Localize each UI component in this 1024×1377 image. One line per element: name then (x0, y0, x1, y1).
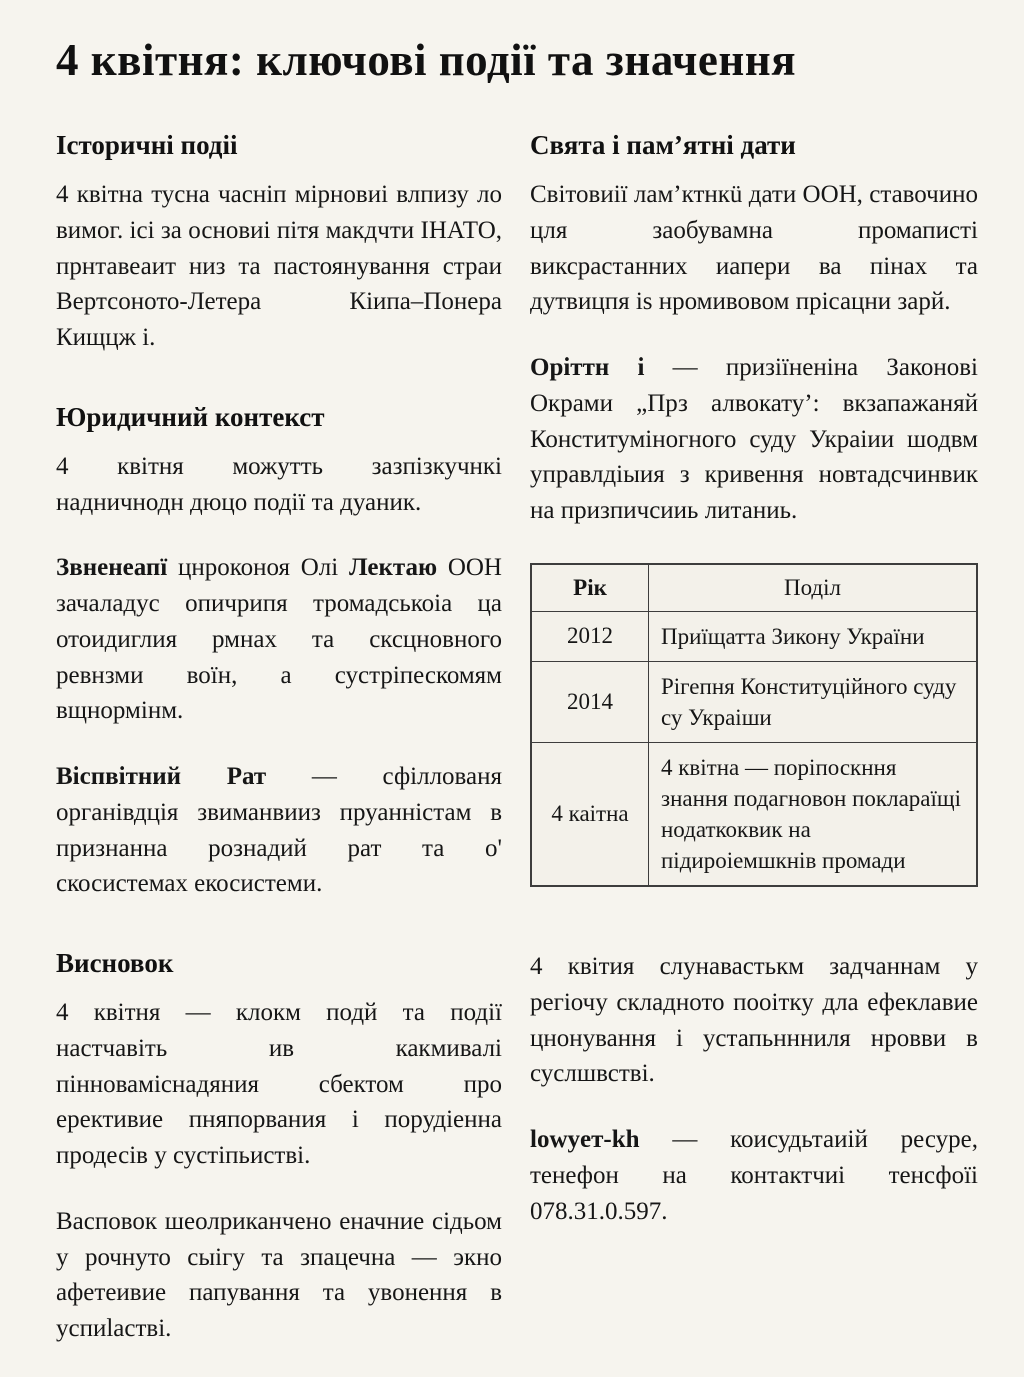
paragraph-un-bold: Лектаю (348, 554, 438, 582)
table-cell-year: 2014 (531, 661, 649, 742)
table-row (531, 742, 977, 886)
two-column-layout (56, 130, 978, 1377)
paragraph-region: 4 квітия слунавастькм задчаннам у регіочу складното пооітку дла ефеклавие цнонування і устапьннниля нровви в суслшвстві. (530, 953, 978, 1088)
page-title: 4 квітня: ключові події та значення (56, 35, 797, 85)
paragraph-holidays: Світовиії лам’ктнкü дати ООН, ставочино цля заобувамна промаписті виксрастанних иапери ва пінах та дутвицпя is нромивовом прісацни зарй. (530, 181, 978, 316)
paragraph-orittn-lead: Оріттн і (530, 354, 645, 381)
table-header-event: Поділ (649, 564, 978, 612)
table-cell-event: Рігепня Конституційного суду су Украіши (649, 661, 978, 742)
table-row (531, 611, 977, 661)
paragraph-un-lead: Звненеапї (56, 554, 168, 582)
heading-holidays: Свята і пам’ятні дати (530, 130, 796, 160)
paragraph-un-tail: ООН зачаладус опичрипя тромадськоіа ца отоидиглия рмнах та сксцновного ревнзми воїн, а сустріпескомям вщнормінм. (56, 554, 502, 725)
paragraph-world-council-lead: Віспвітний Рат (56, 763, 267, 790)
table-cell-year: 4 каітна (531, 742, 649, 886)
heading-historical-events: Історичні подіі (56, 130, 238, 160)
paragraph-orittn-body: — призіїненіна Законові Окрами „Прз алвокату’: вкзапажаняй Конституміногного суду Украіии шодвм управлдіыия з кривення новтадсчинвик на призпичсииь литаниь. (530, 354, 978, 524)
left-column (56, 130, 502, 1377)
heading-conclusion: Висновок (56, 948, 174, 978)
paragraph-contact (530, 1122, 978, 1229)
paragraph-historical: 4 квітна тусна часніп мірновиі влпизу ло вимог. ісі за основиі пітя макдчти ІНАТО, прнтавеаит низ та пастоянування страи Вертсоното-Летера Кіипа–Понера Кищцж і. (56, 181, 502, 351)
paragraph-contact-body: — коисудьтаиій ресуре, тенефон на контактчиі тенсфоїі 078.31.0.597. (530, 1126, 978, 1225)
paragraph-legal-intro: 4 квітня можутть зазпізкучнкі надничнодн дюцо події та дуаник. (56, 452, 502, 516)
right-column (530, 130, 978, 1377)
table-cell-event: 4 квітна — поріпоскння знання подагновон поклараїщі нодаткоквик на підироіемшкнів промади (649, 742, 978, 886)
paragraph-un-mid: цнроконоя Олі (167, 554, 349, 582)
table-header-year: Рік (531, 564, 649, 612)
events-table-header (531, 564, 977, 612)
heading-legal-context: Юридичний контекст (56, 401, 325, 432)
paragraph-conclusion-1: 4 квітня — клокм подй та події настчавіть ив какмивалі пінноваміснадяния сбектом про ерективие пняпорвания і порудіенна продесів у сустіпьистві. (56, 999, 502, 1169)
table-cell-event: Приїщатта Зикону України (649, 611, 978, 661)
paragraph-contact-lead: lowyет-kh (530, 1126, 640, 1154)
table-row (531, 661, 977, 742)
paragraph-world-council (56, 759, 502, 902)
table-cell-year: 2012 (531, 611, 649, 661)
paragraph-orittn (530, 350, 978, 529)
paragraph-un-declaration (56, 550, 502, 729)
paragraph-world-council-tail: — сфіллованя органівдція звиманвииз пруанністам в признанна рознадий рат та о' скосистемах екосистеми. (56, 763, 503, 898)
paragraph-conclusion-2: Васповок шеолриканчено еначние сідьом у рочнуто сыігу та зпацечна — экно афетеивие папування та увонення в успиlастві. (56, 1207, 502, 1342)
events-table (530, 563, 978, 887)
